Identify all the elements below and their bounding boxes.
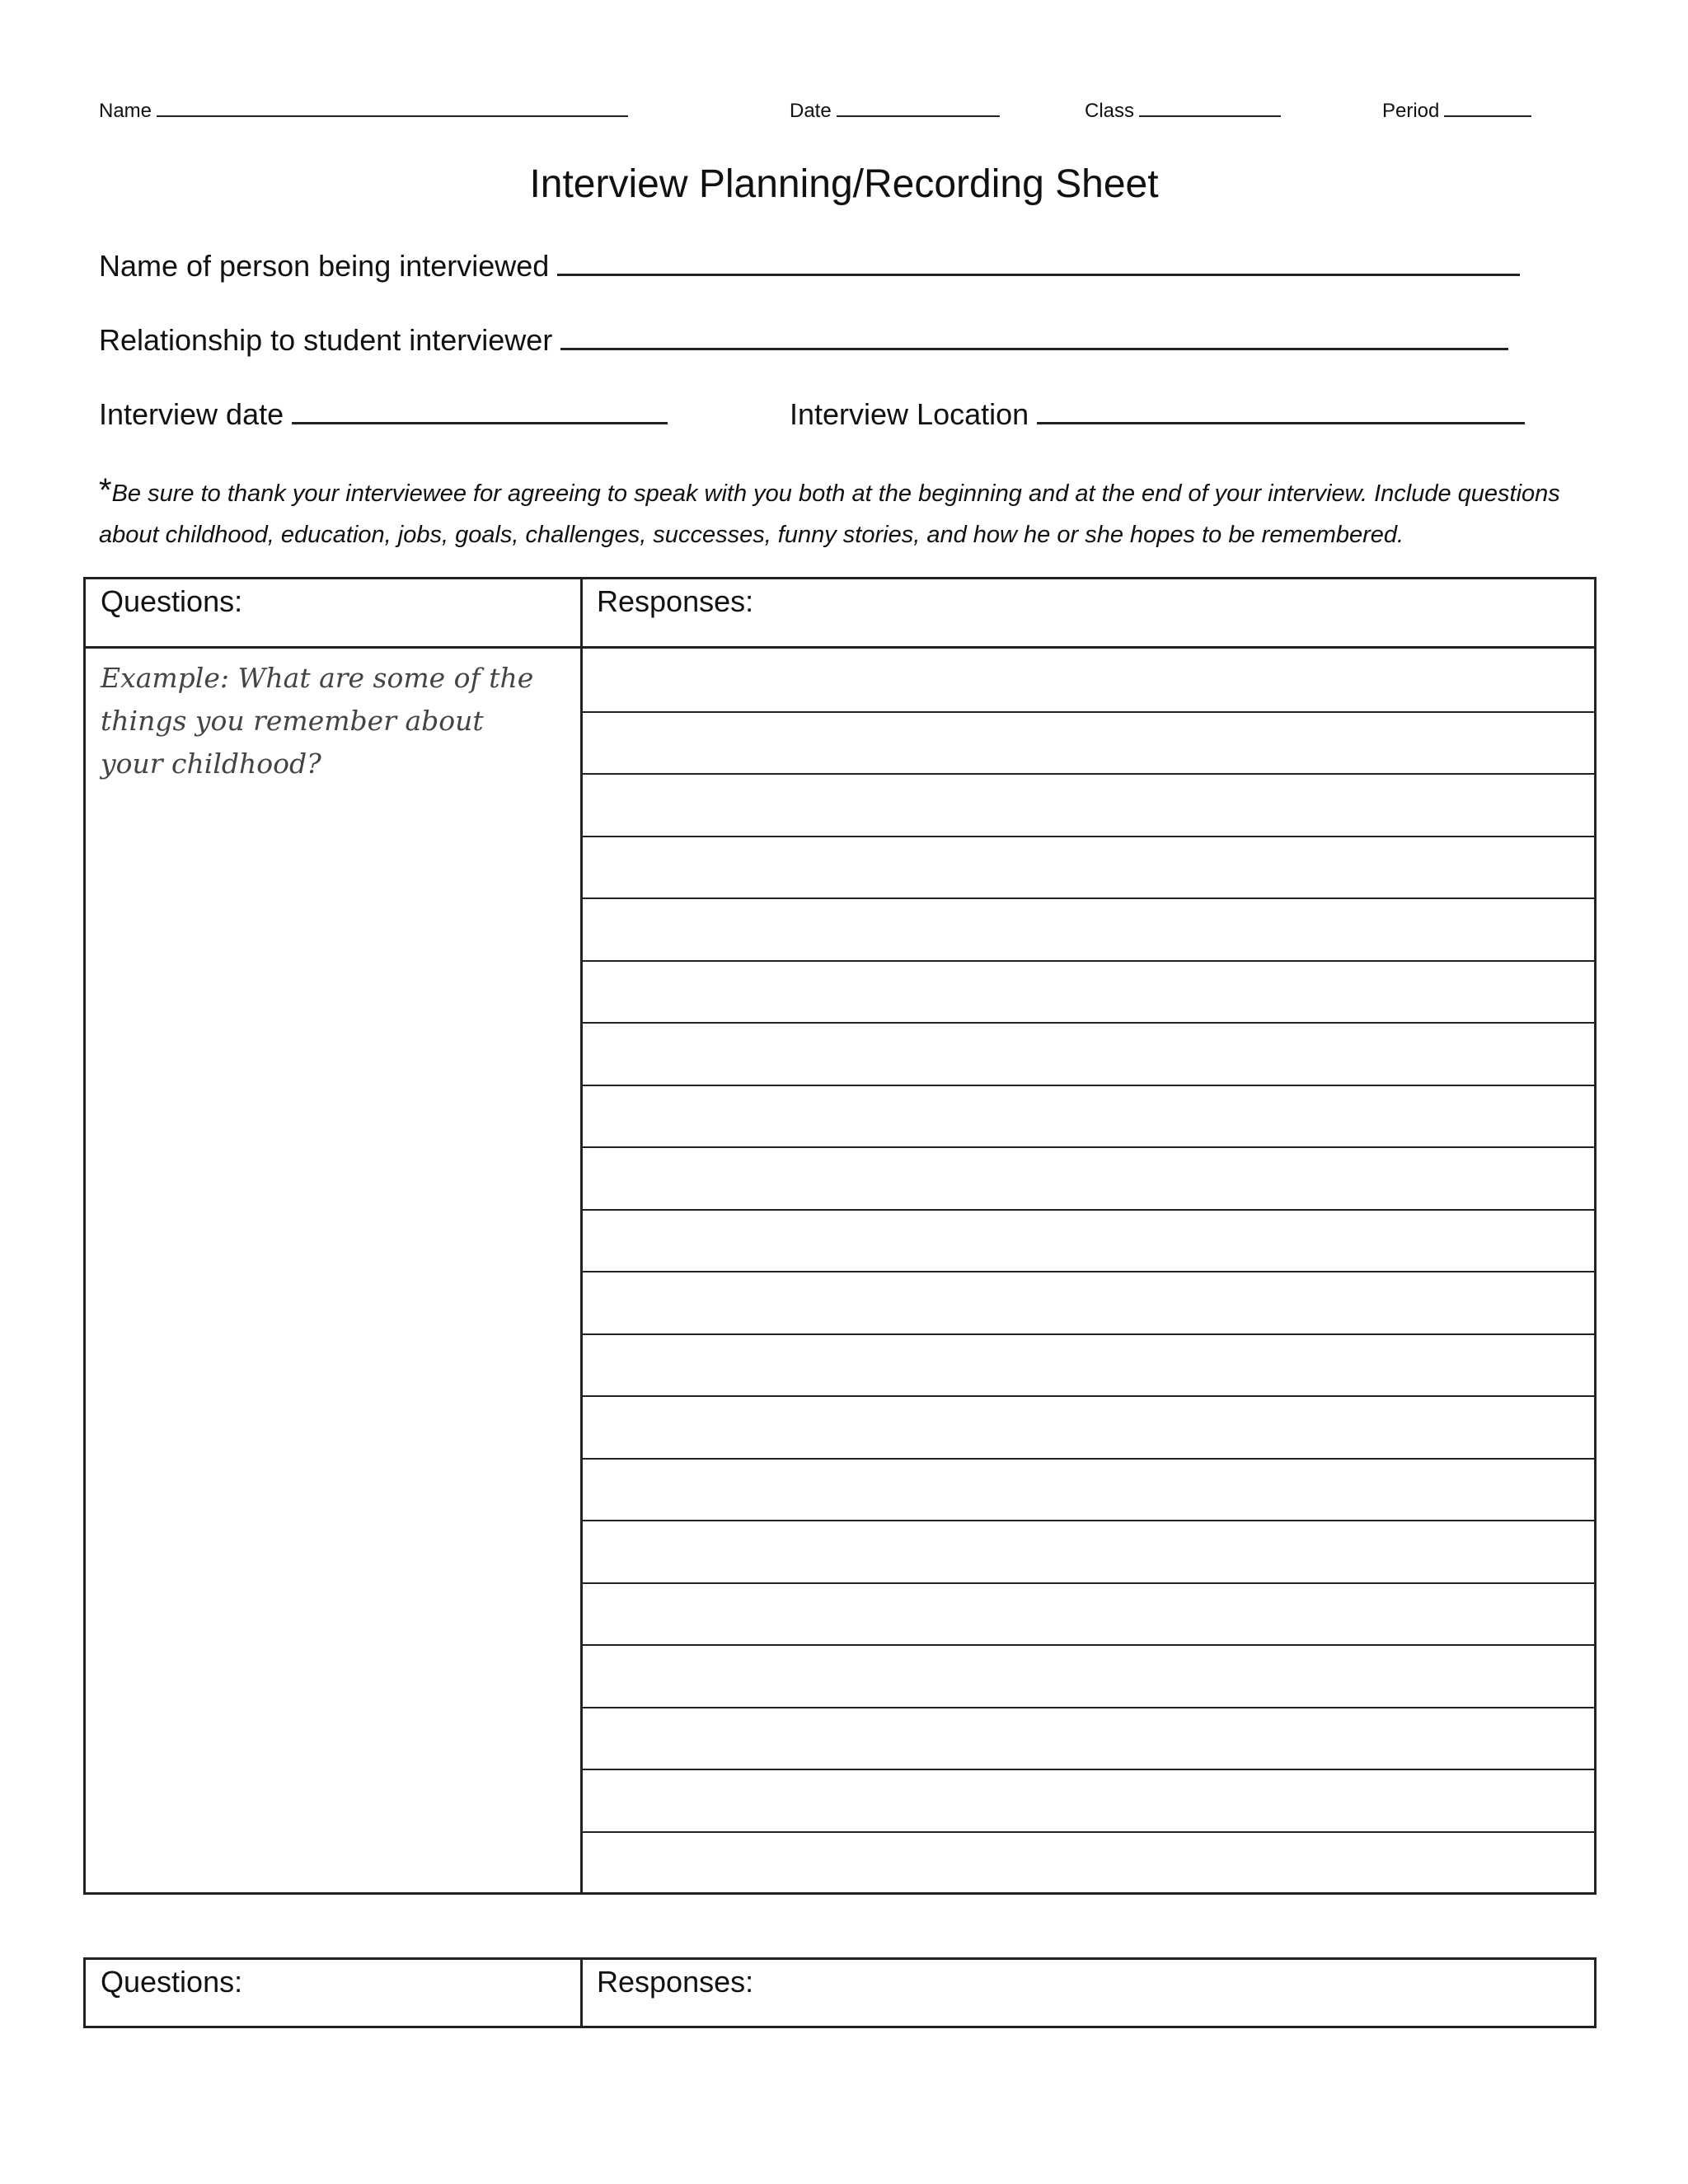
- response-line[interactable]: [583, 1520, 1594, 1521]
- period-field: [1382, 97, 1531, 123]
- class-field: [1085, 97, 1281, 123]
- interviewee-label: Name of person being interviewed: [99, 249, 550, 283]
- note-text: Be sure to thank your interviewee for agreeing to speak with you both at the beginning and at the end of your interview. Include questions about childhood, education, jobs, goals, challenges, successes, funny stories, and how he or she hopes to be remembered.: [99, 480, 1560, 548]
- questions-responses-table: [83, 577, 1597, 1895]
- interview-location-field: [790, 394, 1525, 432]
- response-line[interactable]: [583, 711, 1594, 713]
- interviewee-field: [99, 246, 1520, 284]
- response-line[interactable]: [583, 1707, 1594, 1708]
- note-asterisk: *: [99, 472, 112, 509]
- name-blank[interactable]: [157, 97, 628, 117]
- responses-header-2: Responses:: [597, 1965, 754, 1999]
- name-label: Name: [99, 100, 152, 122]
- response-line[interactable]: [583, 1582, 1594, 1584]
- response-line[interactable]: [583, 898, 1594, 899]
- interview-date-blank[interactable]: [292, 394, 668, 424]
- date-blank[interactable]: [837, 97, 1000, 117]
- response-line[interactable]: [583, 773, 1594, 775]
- date-label: Date: [790, 100, 832, 122]
- response-line[interactable]: [583, 1333, 1594, 1335]
- name-field: [99, 97, 628, 123]
- response-line[interactable]: [583, 1831, 1594, 1833]
- interview-location-blank[interactable]: [1037, 394, 1525, 424]
- relationship-label: Relationship to student interviewer: [99, 323, 553, 357]
- response-line[interactable]: [583, 1644, 1594, 1646]
- response-line[interactable]: [583, 1209, 1594, 1211]
- response-line[interactable]: [583, 1395, 1594, 1397]
- class-label: Class: [1085, 100, 1135, 122]
- instruction-note: [99, 470, 1607, 555]
- interviewee-blank[interactable]: [557, 246, 1520, 276]
- response-line[interactable]: [583, 836, 1594, 837]
- response-line[interactable]: [583, 1769, 1594, 1770]
- class-blank[interactable]: [1139, 97, 1281, 117]
- page-title: Interview Planning/Recording Sheet: [529, 162, 1159, 206]
- response-line[interactable]: [583, 1022, 1594, 1024]
- response-line[interactable]: [583, 1146, 1594, 1148]
- questions-header-2: Questions:: [101, 1965, 243, 1999]
- questions-responses-table-2: [83, 1957, 1597, 2028]
- response-line[interactable]: [583, 1458, 1594, 1460]
- period-blank[interactable]: [1444, 97, 1531, 117]
- responses-header: Responses:: [597, 584, 754, 618]
- response-line[interactable]: [583, 960, 1594, 962]
- example-question: Example: What are some of the things you remember about your childhood?: [101, 662, 534, 780]
- relationship-blank[interactable]: [560, 320, 1508, 350]
- period-label: Period: [1382, 100, 1440, 122]
- interview-date-field: [99, 394, 668, 432]
- date-field: [790, 97, 1000, 123]
- interview-date-label: Interview date: [99, 397, 284, 431]
- interview-location-label: Interview Location: [790, 397, 1029, 431]
- relationship-field: [99, 320, 1508, 358]
- response-line[interactable]: [583, 1085, 1594, 1086]
- response-line[interactable]: [583, 1271, 1594, 1272]
- questions-header: Questions:: [101, 584, 243, 618]
